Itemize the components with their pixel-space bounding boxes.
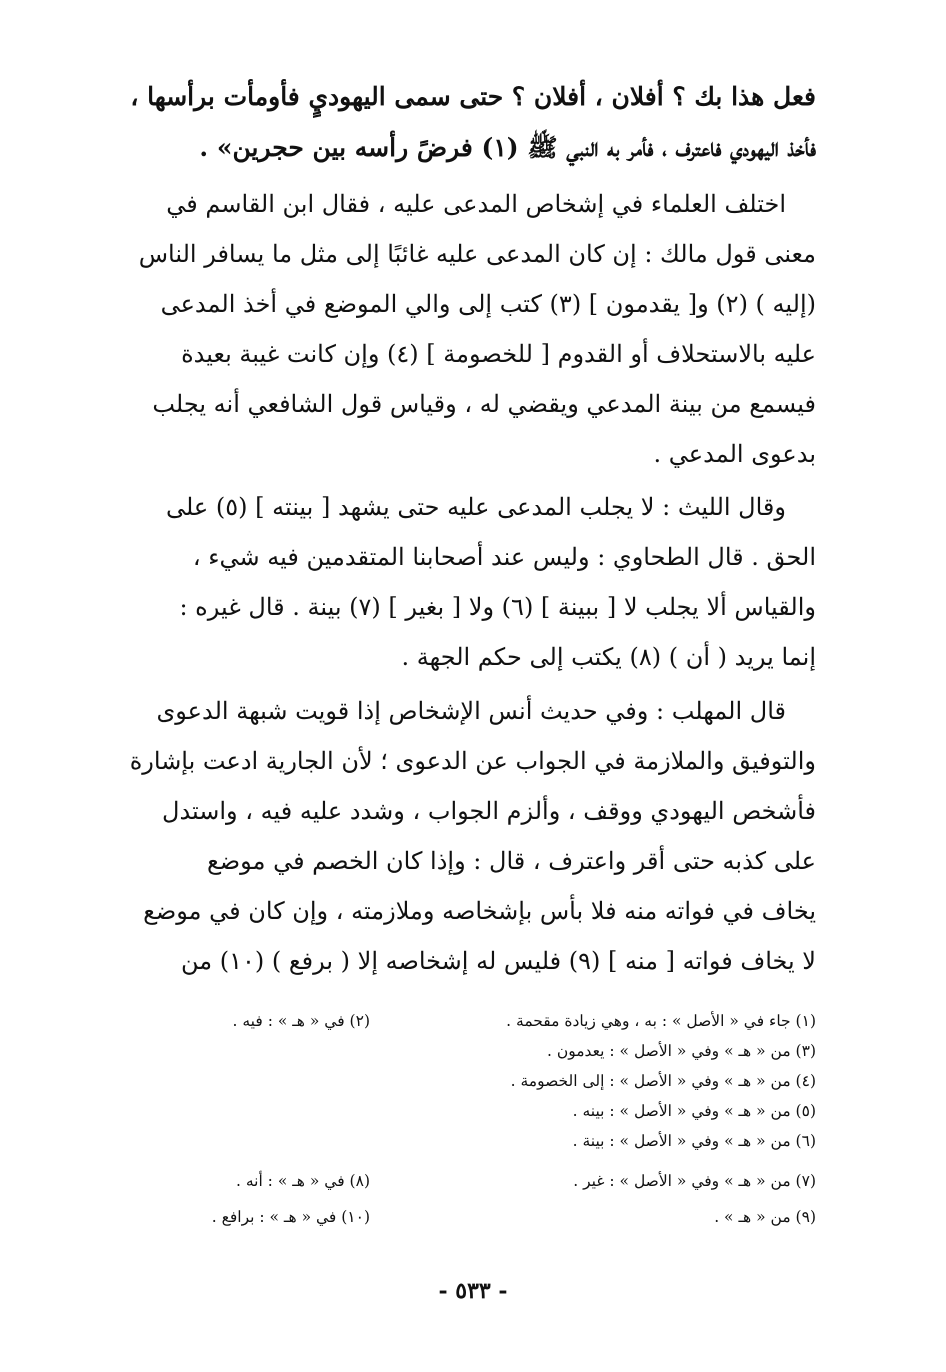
paragraph-line: بدعوى المدعي . bbox=[653, 440, 816, 468]
footnote: (٤) من « هـ » وفي « الأصل » : إلى الخصومة . bbox=[510, 1072, 816, 1090]
paragraph-line: (إليه ) (٢) و[ يقدمون ] (٣) كتب إلى والي الموضع في أخذ المدعى bbox=[160, 290, 816, 318]
paragraph-line: فأشخص اليهودي ووقف ، وألزم الجواب ، وشدد عليه فيه ، واستدل bbox=[162, 797, 816, 825]
paragraph-line: والتوفيق والملازمة في الجواب عن الدعوى ؛ لأن الجارية ادعت بإشارة bbox=[129, 747, 816, 775]
hadith-line: فعل هذا بك ؟ أفلان ، أفلان ؟ حتى سمى اليهوديٍ فأومأت برأسها ، bbox=[130, 82, 816, 111]
footnote: (٢) في « هـ » : فيه . bbox=[232, 1012, 370, 1030]
paragraph-line: قال المهلب : وفي حديث أنس الإشخاص إذا قويت شبهة الدعوى bbox=[156, 697, 786, 725]
footnote: (٣) من « هـ » وفي « الأصل » : يعدمون . bbox=[546, 1042, 816, 1060]
paragraph-line: يخاف في فواته منه فلا بأس بإشخاصه وملازمته ، وإن كان في موضع bbox=[143, 897, 816, 925]
footnote: (٧) من « هـ » وفي « الأصل » : غير . bbox=[573, 1172, 816, 1190]
paragraph-line: لا يخاف فواته [ منه ] (٩) فليس له إشخاصه إلا ( برفع ) (١٠) من bbox=[180, 947, 816, 975]
paragraph-line: الحق . قال الطحاوي : وليس عند أصحابنا المتقدمين فيه شيء ، bbox=[192, 543, 816, 571]
paragraph-line: إنما يريد ( أن ) (٨) يكتب إلى حكم الجهة . bbox=[401, 643, 816, 671]
paragraph-line: معنى قول مالك : إن كان المدعى عليه غائبًا إلى مثل ما يسافر الناس bbox=[138, 240, 816, 268]
paragraph-line: على كذبه حتى أقر واعترف ، قال : وإذا كان الخصم في موضع bbox=[207, 847, 816, 875]
paragraph-line: والقياس ألا يجلب لا [ ببينة ] (٦) ولا [ بغير ] (٧) بينة . قال غيره : bbox=[179, 593, 816, 621]
paragraph-line: وقال الليث : لا يجلب المدعى عليه حتى يشهد [ بينته ] (٥) على bbox=[165, 493, 786, 521]
paragraph-line: فيسمع من بينة المدعي ويقضي له ، وقياس قول الشافعي أنه يجلب bbox=[152, 390, 816, 418]
page-number: - ٥٣٣ - bbox=[438, 1278, 508, 1304]
footnote: (٥) من « هـ » وفي « الأصل » : بينه . bbox=[572, 1102, 816, 1120]
paragraph-line: عليه بالاستحلاف أو القدوم [ للخصومة ] (٤) وإن كانت غيبة بعيدة bbox=[181, 340, 816, 368]
hadith-line: فأخذ اليهودي فاعترف ، فأمر به النبي ﷺ (١) فرضً رأسه بين حجرين» . bbox=[199, 133, 816, 162]
footnote: (١) جاء في « الأصل » : به ، وهي زيادة مقحمة . bbox=[506, 1012, 816, 1030]
footnote: (٨) في « هـ » : أنه . bbox=[235, 1172, 370, 1190]
footnote: (٩) من « هـ » . bbox=[714, 1208, 816, 1226]
footnote: (٦) من « هـ » وفي « الأصل » : بينة . bbox=[572, 1132, 816, 1150]
footnote: (١٠) في « هـ » : برافع . bbox=[211, 1208, 370, 1226]
paragraph-line: اختلف العلماء في إشخاص المدعى عليه ، فقال ابن القاسم في bbox=[166, 190, 786, 218]
